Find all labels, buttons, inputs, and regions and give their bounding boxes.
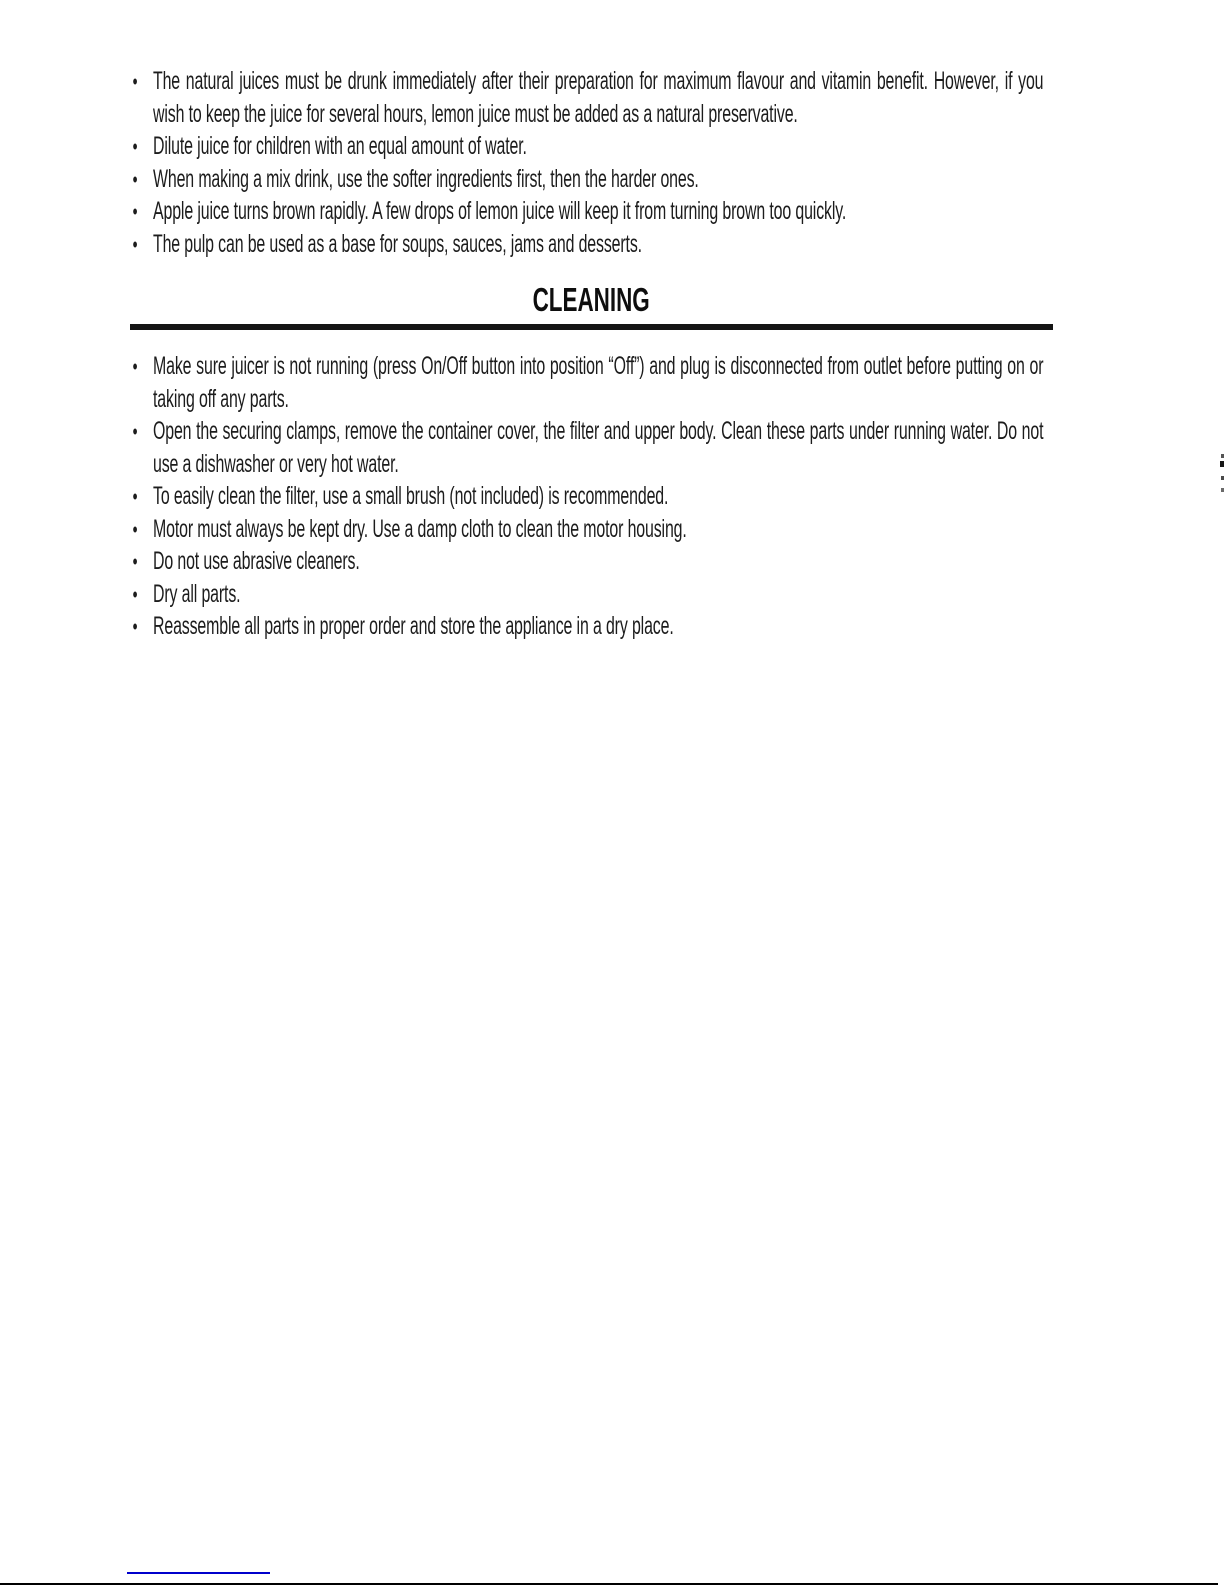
bullet-item: • Motor must always be kept dry. Use a damp cloth to clean the motor housing. [153,513,1043,546]
bullet-item: • Reassemble all parts in proper order and store the appliance in a dry place. [153,610,1043,643]
page-edge-scan-artifact [1220,461,1224,467]
footer-blue-underline [127,1572,270,1574]
bullet-item: • When making a mix drink, use the softer ingredients first, then the harder ones. [153,163,1043,196]
bullet-item: • The natural juices must be drunk immediately after their preparation for maximum flavour and vitamin benefit. However, if you wish to keep the juice for several hours, lemon juice must be added as a natural preservative. [153,65,1043,130]
bullet-item: • The pulp can be used as a base for soups, sauces, jams and desserts. [153,228,1043,261]
bullet-item: • Dry all parts. [153,578,1043,611]
juicing-tips-list [153,65,1043,260]
section-heading-row [130,281,1053,319]
page-edge-scan-artifact [1221,454,1224,458]
bullet-item: • Open the securing clamps, remove the container cover, the filter and upper body. Clean these parts under running water. Do not use a dishwasher or very hot water. [153,415,1043,480]
cleaning-section-title: CLEANING [532,281,651,318]
page-edge-scan-artifact [1221,476,1224,480]
bullet-item: • To easily clean the filter, use a small brush (not included) is recommended. [153,480,1043,513]
bullet-item: • Do not use abrasive cleaners. [153,545,1043,578]
page-edge-scan-artifact [1221,488,1224,492]
cleaning-instructions-list [153,350,1043,643]
bullet-item: • Apple juice turns brown rapidly. A few drops of lemon juice will keep it from turning brown too quickly. [153,195,1043,228]
bullet-item: • Dilute juice for children with an equal amount of water. [153,130,1043,163]
bullet-item: • Make sure juicer is not running (press On/Off button into position “Off”) and plug is disconnected from outlet before putting on or taking off any parts. [153,350,1043,415]
section-divider-rule [130,324,1053,330]
